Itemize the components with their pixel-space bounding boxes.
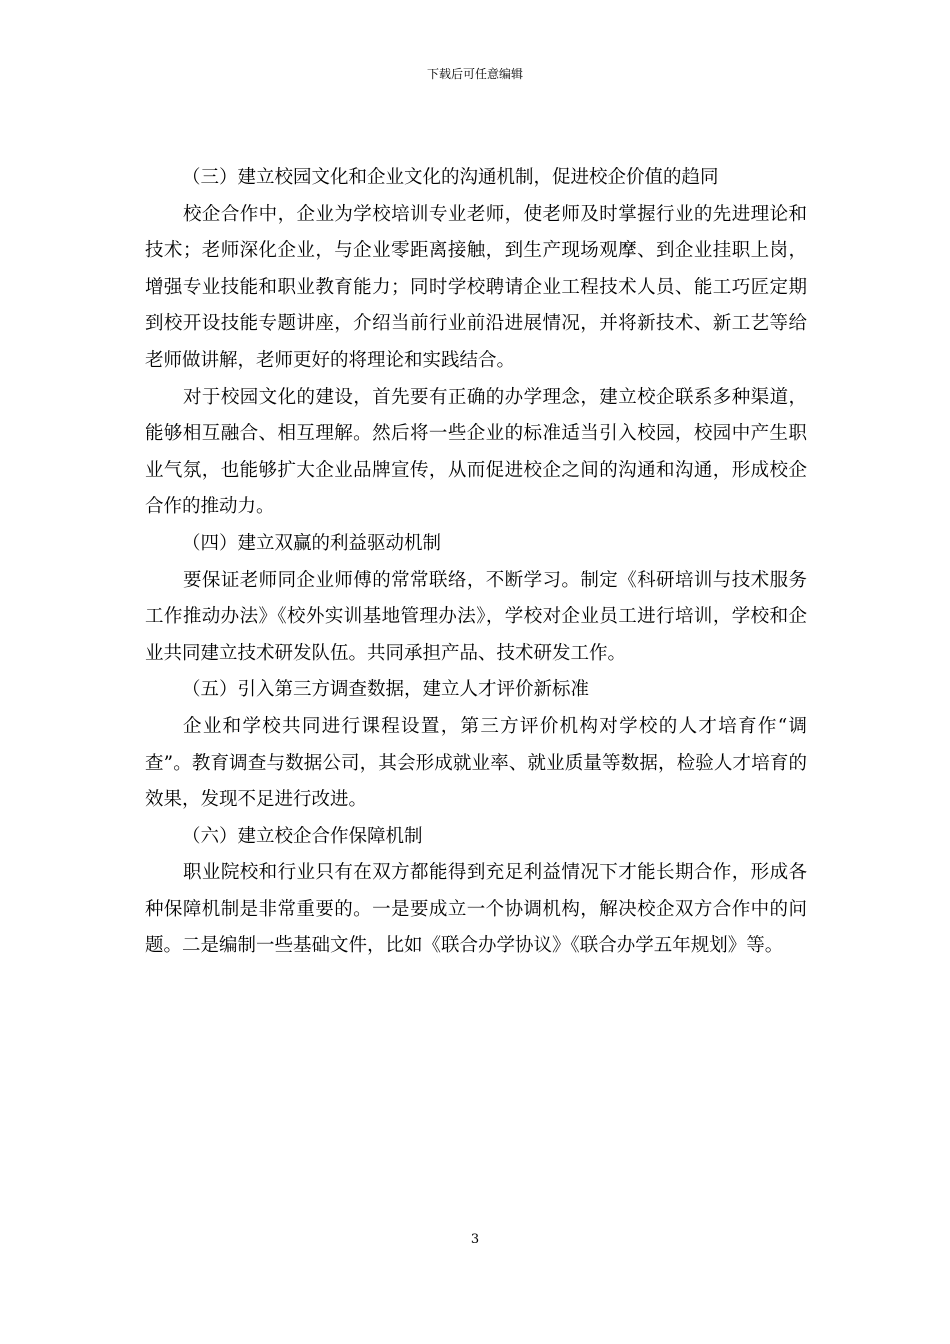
section-heading-5: （五）引入第三方调查数据，建立人才评价新标准 xyxy=(182,679,590,701)
document-body xyxy=(145,160,807,965)
paragraph: 企业和学校共同进行课程设置，第三方评价机构对学校的人才培育作“调查”。教育调查与数据公司，其会形成就业率、就业质量等数据，检验人才培育的效果，发现不足进行改进。 xyxy=(145,715,807,811)
section-heading-3: （三）建立校园文化和企业文化的沟通机制，促进校企价值的趋同 xyxy=(182,167,719,188)
page-number: 3 xyxy=(470,1232,480,1247)
paragraph: 职业院校和行业只有在双方都能得到充足利益情况下才能长期合作，形成各种保障机制是非常重要的。一是要成立一个协调机构，解决校企双方合作中的问题。二是编制一些基础文件，比如《联合办学协议》《联合办学五年规划》等。 xyxy=(145,862,807,957)
paragraph: 对于校园文化的建设，首先要有正确的办学理念，建立校企联系多种渠道，能够相互融合、相互理解。然后将一些企业的标准适当引入校园，校园中产生职业气氛，也能够扩大企业品牌宣传，从而促进校企之间的沟通和沟通，形成校企合作的推动力。 xyxy=(145,386,807,518)
paragraph: 校企合作中，企业为学校培训专业老师，使老师及时掌握行业的先进理论和技术；老师深化企业，与企业零距离接触，到生产现场观摩、到企业挂职上岗，增强专业技能和职业教育能力；同时学校聘请企业工程技术人员、能工巧匠定期到校开设技能专题讲座，介绍当前行业前沿进展情况，并将新技术、新工艺等给老师做讲解，老师更好的将理论和实践结合。 xyxy=(145,203,807,371)
paragraph: 要保证老师同企业师傅的常常联络，不断学习。制定《科研培训与技术服务工作推动办法》《校外实训基地管理办法》，学校对企业员工进行培训，学校和企业共同建立技术研发队伍。共同承担产品、技术研发工作。 xyxy=(145,569,807,664)
section-heading-4: （四）建立双赢的利益驱动机制 xyxy=(182,532,442,554)
page-header: 下载后可任意编辑 xyxy=(426,67,523,81)
section-heading-6: （六）建立校企合作保障机制 xyxy=(182,825,423,847)
